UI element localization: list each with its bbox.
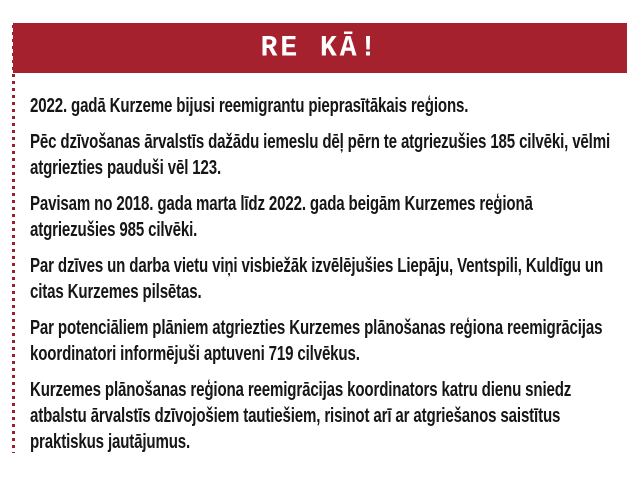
paragraph-line	[30, 94, 637, 120]
paragraph	[30, 94, 637, 120]
paragraph-line	[30, 192, 637, 218]
paragraph-line	[30, 280, 637, 306]
paragraph-line	[30, 404, 637, 430]
paragraph-line-text: Par potenciāliem plāniem atgriezties Kurzemes plānošanas reģiona reemigrācijas	[30, 317, 603, 339]
paragraph-line	[30, 430, 637, 456]
paragraph-line	[30, 156, 637, 182]
paragraph-line-text: Pavisam no 2018. gada marta līdz 2022. gada beigām Kurzemes reģionā	[30, 193, 533, 215]
paragraph-line	[30, 254, 637, 280]
paragraph	[30, 254, 637, 306]
paragraph-line-text: praktiskus jautājumus.	[30, 431, 191, 453]
paragraph-line-text: Kurzemes plānošanas reģiona reemigrācijas koordinators katru dienu sniedz	[30, 379, 572, 401]
paragraph	[30, 378, 637, 456]
paragraph-line	[30, 342, 637, 368]
paragraph-line	[30, 378, 637, 404]
paragraph-line-text: koordinatori informējuši aptuveni 719 cilvēkus.	[30, 343, 360, 365]
paragraph-line-text: 2022. gadā Kurzeme bijusi reemigrantu pieprasītākais reģions.	[30, 95, 469, 117]
body-text	[30, 94, 637, 466]
paragraph	[30, 192, 637, 244]
paragraph-line-text: Par dzīves un darba vietu viņi visbiežāk izvēlējušies Liepāju, Ventspili, Kuldīgu un	[30, 255, 604, 277]
header-title: RE KĀ!	[260, 31, 380, 65]
paragraph-line	[30, 218, 637, 244]
paragraph-line-text: Pēc dzīvošanas ārvalstīs dažādu iemeslu dēļ pērn te atgriezušies 185 cilvēki, vēlmi	[30, 131, 610, 153]
paragraph	[30, 316, 637, 368]
paragraph-line	[30, 130, 637, 156]
paragraph-line-text: atgriezties pauduši vēl 123.	[30, 157, 222, 179]
paragraph-line-text: citas Kurzemes pilsētas.	[30, 281, 202, 303]
paragraph-line-text: atbalstu ārvalstīs dzīvojošiem tautiešiem, risinot arī ar atgriešanos saistītus	[30, 405, 561, 427]
paragraph-line-text: atgriezušies 985 cilvēki.	[30, 219, 198, 241]
left-dotted-divider	[12, 25, 15, 453]
paragraph-line	[30, 316, 637, 342]
paragraph	[30, 130, 637, 182]
header-banner	[13, 23, 627, 73]
